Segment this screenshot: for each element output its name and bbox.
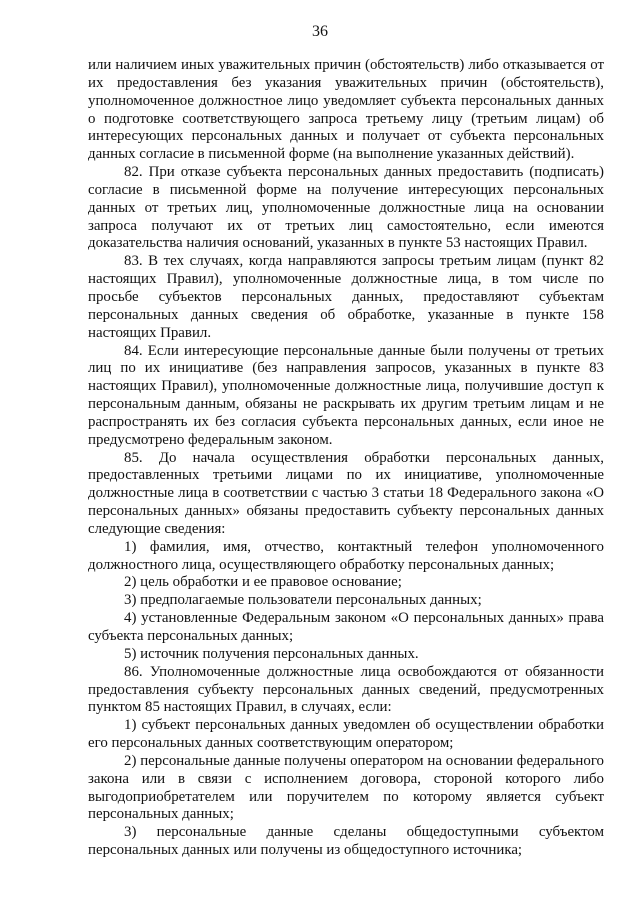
paragraph-85-item-5: 5) источник получения персональных данных. <box>124 645 419 662</box>
paragraph-85-item-3: 3) предполагаемые пользователи персональных данных; <box>124 592 482 609</box>
paragraph-85-item-4: 4) установленные Федеральным законом «О персональных данных» права субъекта персональных данных; <box>88 610 604 644</box>
paragraph-85: 85. До начала осуществления обработки персональных данных, предоставленных третьими лицами по их инициативе, уполномоченные должностные лица в соответствии с частью 3 статьи 18 Федерального закона «О персональных данных» обязаны предоставить субъекту персональных данных следующие сведения: <box>88 449 604 537</box>
document-body <box>88 57 604 860</box>
paragraph-84: 84. Если интересующие персональные данные были получены от третьих лиц по их инициативе (без направления запросов, указанных в пункте 83 настоящих Правил), уполномоченные должностные лица, получившие доступ к персональным данным, обязаны не раскрывать их другим третьим лицам и не распространять их без согласия субъекта персональных данных, если иное не предусмотрено федеральным законом. <box>88 342 604 448</box>
paragraph-83: 83. В тех случаях, когда направляются запросы третьим лицам (пункт 82 настоящих Правил), уполномоченные должностные лица, в том числе по просьбе субъектов персональных данных, предоставляют субъектам персональных данных сведения об обработке, указанные в пункте 158 настоящих Правил. <box>88 253 604 341</box>
paragraph-86-item-2: 2) персональные данные получены оператором на основании федерального закона или в связи с исполнением договора, стороной которого либо выгодоприобретателем или поручителем по которому является субъект персональных данных; <box>88 752 604 823</box>
paragraph-85-item-2: 2) цель обработки и ее правовое основание; <box>124 574 402 591</box>
paragraph-82: 82. При отказе субъекта персональных данных предоставить (подписать) согласие в письменной форме на получение интересующих персональных данных от третьих лиц, уполномоченные должностные лица на основании запроса получают их от третьих лиц самостоятельно, если имеются доказательства наличия оснований, указанных в пункте 53 настоящих Правил. <box>88 164 604 252</box>
page-number: 36 <box>312 23 328 40</box>
paragraph-continuation: или наличием иных уважительных причин (обстоятельств) либо отказывается от их предоставления без указания уважительных причин (обстоятельств), уполномоченное должностное лицо уведомляет субъекта персональных данных о подготовке соответствующего запроса третьему лицу (третьим лицам) об интересующих персональных данных и получает от субъекта персональных данных согласие в письменной форме (на выполнение указанных действий). <box>88 57 604 163</box>
paragraph-86: 86. Уполномоченные должностные лица освобождаются от обязанности предоставления субъекту персональных данных сведений, предусмотренных пунктом 85 настоящих Правил, в случаях, если: <box>88 663 604 716</box>
paragraph-86-item-3: 3) персональные данные сделаны общедоступными субъектом персональных данных или получены из общедоступного источника; <box>88 824 604 859</box>
paragraph-86-item-1: 1) субъект персональных данных уведомлен об осуществлении обработки его персональных данных соответствующим оператором; <box>88 717 604 752</box>
paragraph-85-item-1: 1) фамилия, имя, отчество, контактный телефон уполномоченного должностного лица, осуществляющего обработку персональных данных; <box>88 538 604 573</box>
